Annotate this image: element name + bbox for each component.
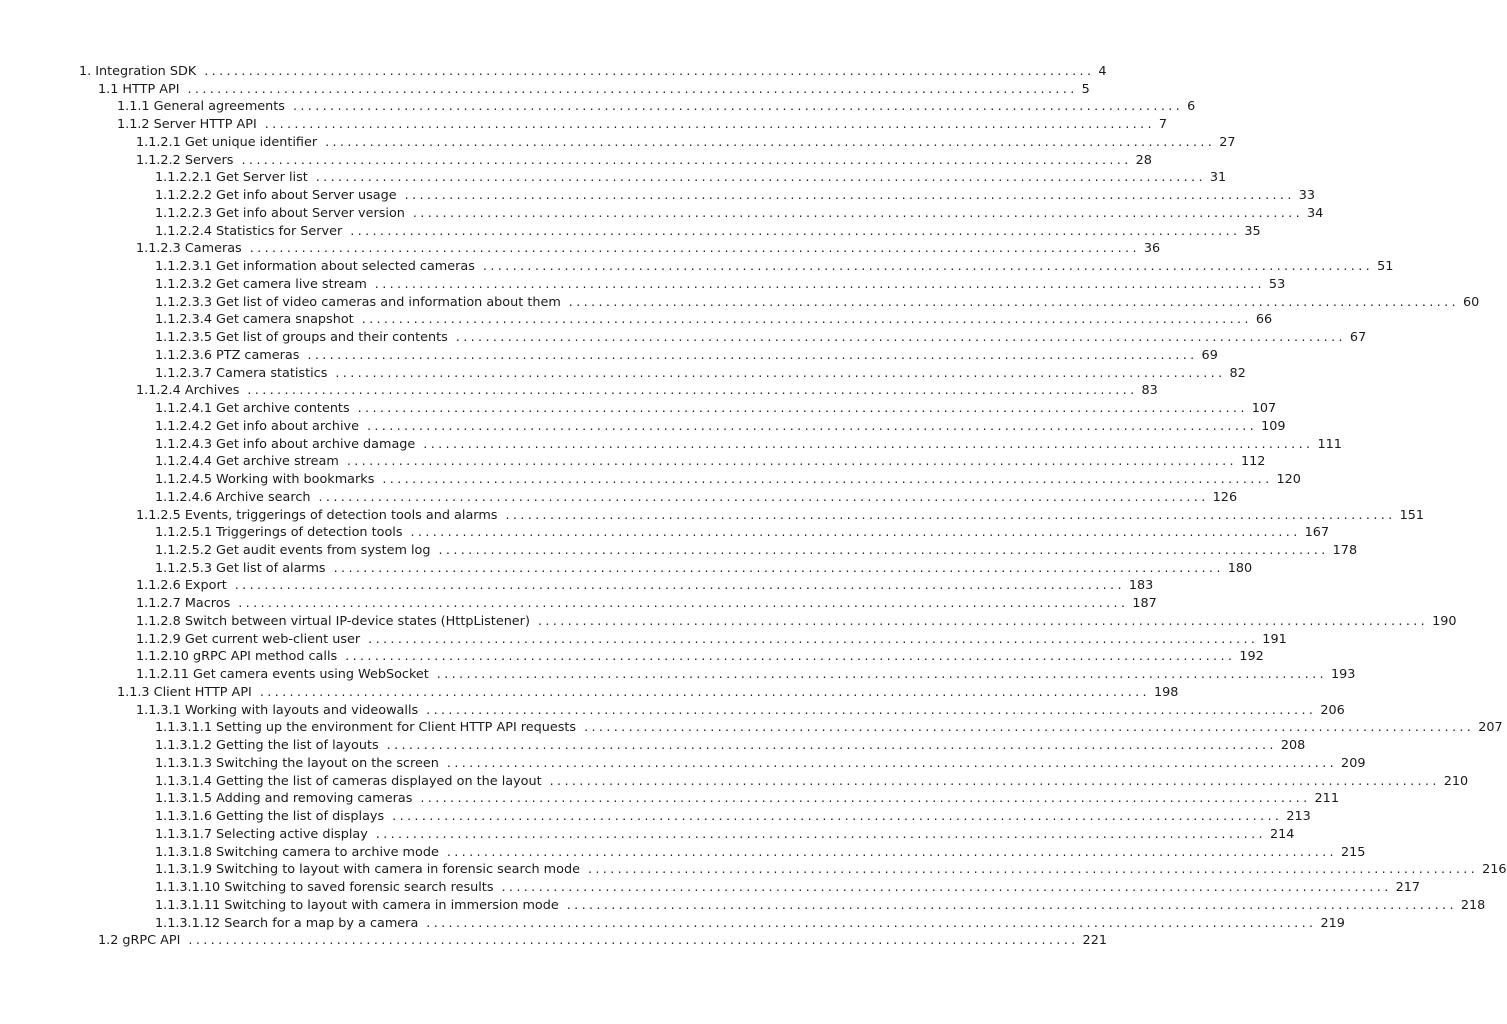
toc-entry-title: 1.1 HTTP API [98, 81, 180, 97]
toc-entry[interactable] [155, 861, 1507, 879]
toc-entry-page-number: 219 [1320, 915, 1345, 931]
toc-entry-page-number: 35 [1244, 223, 1261, 239]
toc-entry-title: 1.1.3.1.3 Switching the layout on the screen [155, 755, 439, 771]
toc-entry[interactable] [155, 560, 1253, 578]
toc-entry-title: 1.1.3.1.12 Search for a map by a camera [155, 915, 419, 931]
toc-entry[interactable] [155, 365, 1246, 383]
dot-leader: ........................................................................................................................ [366, 418, 1258, 434]
toc-entry[interactable] [155, 418, 1286, 436]
toc-entry-title: 1.1.3.1.4 Getting the list of cameras displayed on the layout [155, 773, 542, 789]
toc-entry-title: 1.1.2.4.4 Get archive stream [155, 454, 339, 470]
toc-entry-page-number: 191 [1262, 631, 1287, 647]
dot-leader: ........................................................................................................................ [426, 702, 1317, 718]
toc-entry-page-number: 167 [1304, 525, 1330, 541]
dot-leader: ........................................................................................................................ [204, 64, 1095, 79]
toc-entry[interactable] [155, 400, 1277, 418]
toc-entry[interactable] [155, 524, 1330, 542]
dot-leader: ........................................................................................................................ [392, 809, 1283, 825]
dot-leader: ........................................................................................................................ [420, 791, 1311, 807]
toc-entry-page-number: 7 [1158, 117, 1168, 133]
dot-leader: ........................................................................................................................ [307, 347, 1198, 363]
toc-entry-title: 1.1.2.11 Get camera events using WebSocket [136, 667, 429, 683]
toc-entry-page-number: 67 [1349, 330, 1367, 346]
dot-leader: ........................................................................................................................ [350, 223, 1241, 239]
dot-leader: ........................................................................................................................ [187, 81, 1078, 97]
toc-entry-title: 1.1.3.1.9 Switching to layout with camera in forensic search mode [155, 862, 580, 878]
toc-entry-page-number: 111 [1317, 436, 1342, 452]
dot-leader: ........................................................................................................................ [584, 720, 1475, 736]
toc-entry[interactable] [155, 187, 1316, 205]
toc-entry[interactable] [155, 826, 1295, 844]
toc-entry-title: 1.1.2.3.1 Get information about selected cameras [155, 259, 475, 275]
toc-entry[interactable] [155, 276, 1286, 294]
toc-entry[interactable] [98, 932, 1107, 950]
toc-entry[interactable] [155, 329, 1367, 347]
toc-entry-title: 1.1.2.2 Servers [136, 152, 234, 168]
dot-leader: ........................................................................................................................ [234, 578, 1125, 594]
dot-leader: ........................................................................................................................ [505, 507, 1396, 523]
dot-leader: ........................................................................................................................ [247, 383, 1138, 399]
toc-entry-page-number: 213 [1286, 809, 1311, 825]
toc-entry-title: 1.1.3 Client HTTP API [117, 684, 252, 700]
dot-leader: ........................................................................................................................ [438, 542, 1329, 558]
toc-entry-page-number: 33 [1298, 188, 1316, 204]
toc-entry-page-number: 216 [1482, 862, 1507, 878]
toc-entry[interactable] [155, 755, 1366, 773]
toc-entry-page-number: 60 [1462, 294, 1480, 310]
toc-entry[interactable] [155, 453, 1266, 471]
dot-leader: ........................................................................................................................ [325, 134, 1216, 150]
toc-entry[interactable] [155, 808, 1311, 826]
toc-entry-page-number: 206 [1320, 702, 1345, 718]
toc-entry[interactable] [155, 844, 1366, 862]
toc-entry-title: 1.1.2.5.2 Get audit events from system log [155, 542, 431, 558]
dot-leader: ........................................................................................................................ [426, 915, 1317, 931]
toc-entry[interactable] [155, 347, 1218, 365]
toc-entry[interactable] [136, 595, 1157, 613]
dot-leader: ........................................................................................................................ [259, 684, 1150, 700]
toc-entry-title: 1.1.2.3.4 Get camera snapshot [155, 312, 354, 328]
dot-leader: ........................................................................................................................ [482, 259, 1374, 275]
toc-entry-title: 1.1.2.4 Archives [136, 383, 240, 399]
toc-entry-page-number: 178 [1332, 542, 1358, 558]
toc-entry-title: 1.1.3.1.6 Getting the list of displays [155, 809, 385, 825]
toc-entry-title: 1.1.2.3.3 Get list of video cameras and information about them [155, 294, 561, 310]
dot-leader: ........................................................................................................................ [446, 755, 1338, 771]
toc-entry-page-number: 210 [1443, 773, 1469, 789]
toc-entry-page-number: 218 [1460, 897, 1486, 913]
dot-leader: ........................................................................................................................ [455, 330, 1346, 346]
toc-entry[interactable] [136, 134, 1236, 152]
toc-entry[interactable] [136, 702, 1345, 720]
toc-entry-page-number: 5 [1081, 81, 1090, 97]
toc-entry-page-number: 6 [1187, 99, 1196, 115]
toc-entry-title: 1.1.2.4.6 Archive search [155, 489, 311, 505]
toc-entry[interactable] [155, 790, 1339, 808]
toc-entry-title: 1.1.2.3.5 Get list of groups and their contents [155, 330, 448, 346]
toc-entry-page-number: 109 [1261, 418, 1286, 434]
toc-entry-page-number: 53 [1268, 276, 1286, 292]
toc-entry-page-number: 211 [1314, 791, 1339, 807]
toc-entry-title: 1.1.2.9 Get current web-client user [136, 631, 361, 647]
dot-leader: ........................................................................................................................ [568, 294, 1459, 310]
toc-entry-page-number: 215 [1340, 844, 1366, 860]
dot-leader: ........................................................................................................................ [346, 454, 1237, 470]
toc-entry-page-number: 69 [1201, 347, 1218, 363]
toc-entry-page-number: 112 [1240, 454, 1266, 470]
dot-leader: ........................................................................................................................ [446, 844, 1337, 860]
toc-entry[interactable] [155, 223, 1261, 241]
dot-leader: ........................................................................................................................ [241, 152, 1132, 168]
toc-entry[interactable] [155, 205, 1324, 223]
toc-entry-title: 1.1.2.2.1 Get Server list [155, 170, 308, 186]
toc-entry-page-number: 126 [1212, 489, 1238, 505]
toc-entry[interactable] [136, 382, 1158, 400]
dot-leader: ........................................................................................................................ [549, 773, 1440, 789]
toc-entry-title: 1.1.2 Server HTTP API [117, 117, 257, 133]
toc-entry-page-number: 28 [1135, 152, 1152, 168]
toc-entry-page-number: 36 [1143, 241, 1161, 257]
toc-entry-title: 1.1.3.1.8 Switching camera to archive mode [155, 844, 439, 860]
toc-entry-title: 1.1.2.5.1 Triggerings of detection tools [155, 525, 403, 541]
toc-entry-page-number: 31 [1209, 170, 1227, 186]
toc-entry-title: 1.1.3.1.7 Selecting active display [155, 826, 368, 842]
dot-leader: ........................................................................................................................ [566, 897, 1457, 913]
toc-entry[interactable] [136, 240, 1161, 258]
dot-leader: ........................................................................................................................ [423, 436, 1314, 452]
toc-entry[interactable] [155, 737, 1306, 755]
toc-entry[interactable] [155, 294, 1480, 312]
dot-leader: ........................................................................................................................ [264, 117, 1155, 133]
toc-entry-title: 1.1.2.2.2 Get info about Server usage [155, 188, 397, 204]
toc-entry-page-number: 193 [1330, 667, 1356, 683]
toc-entry-page-number: 120 [1276, 472, 1301, 488]
dot-leader: ........................................................................................................................ [249, 241, 1140, 257]
dot-leader: ........................................................................................................................ [315, 170, 1206, 186]
dot-leader: ........................................................................................................................ [188, 933, 1079, 949]
toc-entry[interactable] [98, 81, 1090, 99]
toc-entry[interactable] [79, 63, 1107, 81]
toc-entry-title: 1.1.2.10 gRPC API method calls [136, 649, 338, 665]
toc-entry[interactable] [155, 879, 1421, 897]
dot-leader: ........................................................................................................................ [386, 738, 1277, 754]
toc-entry-title: 1.1.2.4.1 Get archive contents [155, 401, 350, 417]
dot-leader: ........................................................................................................................ [345, 649, 1236, 665]
toc-entry-title: 1.1.2.2.4 Statistics for Server [155, 223, 343, 239]
toc-entry-title: 1.1.2.3.7 Camera statistics [155, 365, 328, 381]
toc-entry[interactable] [136, 631, 1287, 649]
toc-entry[interactable] [136, 648, 1264, 666]
dot-leader: ........................................................................................................................ [238, 596, 1129, 612]
toc-entry-title: 1.1.2.6 Export [136, 578, 227, 594]
toc-entry[interactable] [155, 897, 1486, 915]
toc-entry-page-number: 27 [1219, 134, 1236, 150]
toc-entry-page-number: 221 [1082, 933, 1107, 949]
toc-entry[interactable] [155, 258, 1394, 276]
toc-entry-page-number: 4 [1098, 64, 1107, 79]
toc-entry[interactable] [155, 471, 1301, 489]
dot-leader: ........................................................................................................................ [375, 826, 1266, 842]
toc-entry-title: 1.1.3.1.11 Switching to layout with camera in immersion mode [155, 897, 559, 913]
toc-entry-page-number: 83 [1141, 383, 1158, 399]
toc-entry[interactable] [155, 169, 1227, 187]
toc-entry-page-number: 183 [1128, 578, 1154, 594]
toc-entry-title: 1.1.2.7 Macros [136, 596, 231, 612]
toc-entry-title: 1.1.2.1 Get unique identifier [136, 134, 318, 150]
toc-entry-page-number: 209 [1341, 755, 1366, 771]
toc-entry-page-number: 180 [1227, 560, 1253, 576]
toc-entry-title: 1.1.3.1.5 Adding and removing cameras [155, 791, 413, 807]
toc-entry-title: 1.1.2.3.6 PTZ cameras [155, 347, 300, 363]
toc-entry-title: 1.1.2.5 Events, triggerings of detection tools and alarms [136, 507, 498, 523]
toc-entry[interactable] [136, 613, 1457, 631]
toc-entry-title: 1.1.2.4.5 Working with bookmarks [155, 472, 375, 488]
dot-leader: ........................................................................................................................ [361, 312, 1252, 328]
toc-entry-title: 1.1.2.8 Switch between virtual IP-device states (HttpListener) [136, 613, 530, 629]
toc-entry-title: 1.1.2.4.2 Get info about archive [155, 418, 359, 434]
toc-entry[interactable] [155, 773, 1469, 791]
toc-entry[interactable] [155, 489, 1238, 507]
toc-entry[interactable] [136, 666, 1356, 684]
toc-entry[interactable] [155, 542, 1358, 560]
dot-leader: ........................................................................................................................ [436, 667, 1327, 683]
toc-entry-page-number: 107 [1251, 401, 1277, 417]
toc-entry-page-number: 217 [1395, 880, 1421, 896]
toc-entry[interactable] [136, 152, 1152, 170]
dot-leader: ........................................................................................................................ [318, 489, 1209, 505]
toc-entry-page-number: 66 [1255, 312, 1273, 328]
toc-entry-title: 1.1.3.1.2 Getting the list of layouts [155, 738, 379, 754]
toc-entry-title: 1.1.2.3.2 Get camera live stream [155, 276, 367, 292]
toc-entry-title: 1.2 gRPC API [98, 933, 181, 949]
toc-entry-page-number: 208 [1280, 738, 1306, 754]
toc-entry-title: 1. Integration SDK [79, 64, 197, 79]
toc-entry[interactable] [155, 436, 1342, 454]
toc-entry-title: 1.1.1 General agreements [117, 99, 285, 115]
toc-entry[interactable] [136, 507, 1425, 525]
toc-entry-title: 1.1.3.1.1 Setting up the environment for Client HTTP API requests [155, 720, 577, 736]
toc-entry-title: 1.1.2.3 Cameras [136, 241, 242, 257]
toc-entry-page-number: 192 [1239, 649, 1264, 665]
toc-entry[interactable] [155, 311, 1273, 329]
dot-leader: ........................................................................................................................ [404, 188, 1295, 204]
toc-entry-title: 1.1.3.1 Working with layouts and videowalls [136, 702, 419, 718]
toc-entry-page-number: 34 [1307, 205, 1324, 221]
dot-leader: ........................................................................................................................ [368, 631, 1259, 647]
toc-entry-page-number: 187 [1132, 596, 1157, 612]
toc-entry-title: 1.1.3.1.10 Switching to saved forensic search results [155, 880, 494, 896]
toc-entry-page-number: 51 [1377, 259, 1394, 275]
toc-entry[interactable] [117, 116, 1168, 134]
toc-entry[interactable] [117, 684, 1179, 702]
toc-entry-page-number: 207 [1478, 720, 1503, 736]
toc-entry-page-number: 198 [1153, 684, 1179, 700]
dot-leader: ........................................................................................................................ [382, 472, 1273, 488]
toc-entry-page-number: 151 [1399, 507, 1425, 523]
dot-leader: ........................................................................................................................ [292, 99, 1184, 115]
toc-entry-page-number: 214 [1269, 826, 1295, 842]
dot-leader: ........................................................................................................................ [501, 880, 1392, 896]
toc-entry-title: 1.1.2.4.3 Get info about archive damage [155, 436, 416, 452]
toc-entry[interactable] [117, 98, 1196, 116]
toc-entry[interactable] [136, 577, 1154, 595]
toc-entry[interactable] [155, 719, 1503, 737]
dot-leader: ........................................................................................................................ [357, 401, 1248, 417]
dot-leader: ........................................................................................................................ [333, 560, 1224, 576]
dot-leader: ........................................................................................................................ [374, 276, 1265, 292]
dot-leader: ........................................................................................................................ [412, 205, 1304, 221]
toc-entry[interactable] [155, 915, 1345, 933]
dot-leader: ........................................................................................................................ [537, 613, 1429, 629]
toc-entry-page-number: 190 [1432, 613, 1457, 629]
dot-leader: ........................................................................................................................ [335, 365, 1226, 381]
dot-leader: ........................................................................................................................ [410, 525, 1301, 541]
toc-entry-title: 1.1.2.5.3 Get list of alarms [155, 560, 326, 576]
toc-entry-title: 1.1.2.2.3 Get info about Server version [155, 205, 405, 221]
dot-leader: ........................................................................................................................ [587, 862, 1479, 878]
toc-entry-page-number: 82 [1229, 365, 1246, 381]
